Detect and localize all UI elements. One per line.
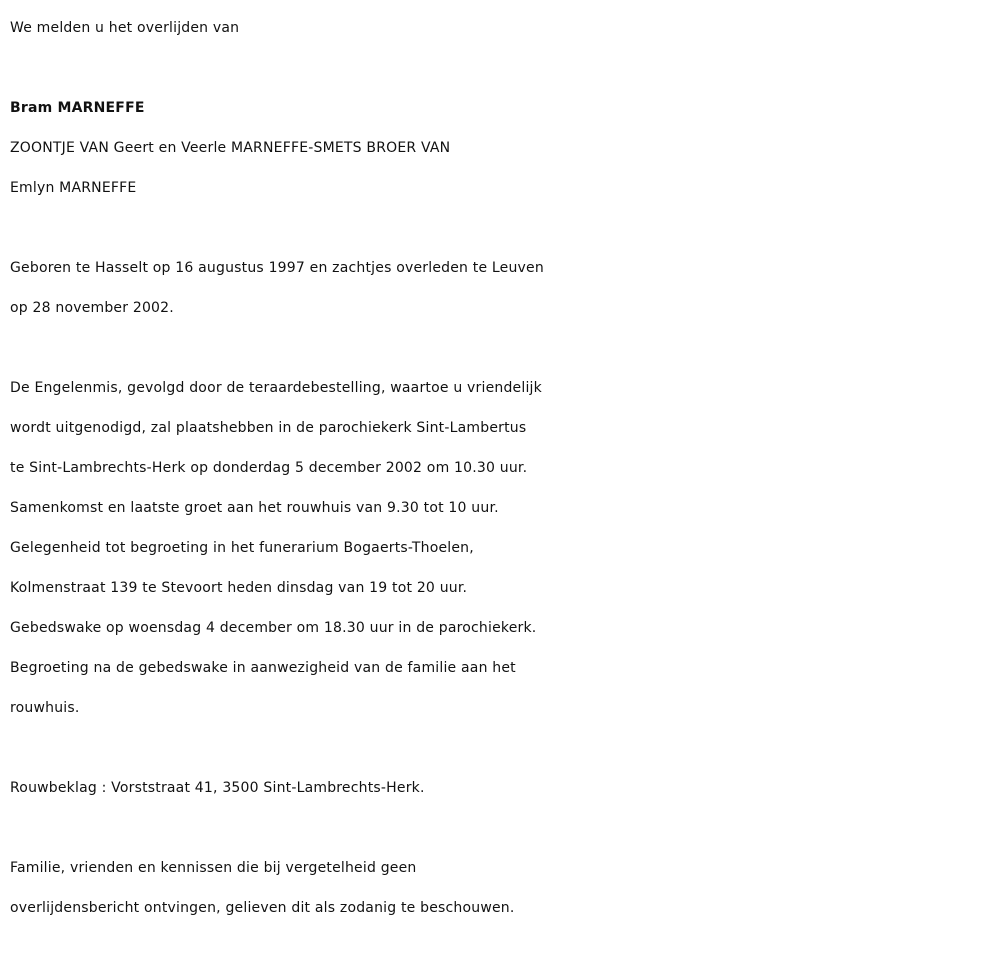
relation-line-2: Emlyn MARNEFFE bbox=[10, 180, 137, 196]
ceremony-line-7: Gebedswake op woensdag 4 december om 18.30 uur in de parochiekerk. bbox=[10, 620, 537, 636]
spacer bbox=[10, 728, 995, 768]
closing-line-1: Familie, vrienden en kennissen die bij vergetelheid geen bbox=[10, 860, 417, 876]
deceased-name: Bram MARNEFFE bbox=[10, 100, 145, 116]
ceremony-line-2: wordt uitgenodigd, zal plaatshebben in de parochiekerk Sint-Lambertus bbox=[10, 420, 527, 436]
ceremony-line-5: Gelegenheid tot begroeting in het funerarium Bogaerts-Thoelen, bbox=[10, 540, 474, 556]
ceremony-line-6: Kolmenstraat 139 te Stevoort heden dinsdag van 19 tot 20 uur. bbox=[10, 580, 468, 596]
spacer bbox=[10, 808, 995, 848]
death-notice bbox=[10, 8, 995, 928]
closing-line-2: overlijdensbericht ontvingen, gelieven dit als zodanig te beschouwen. bbox=[10, 900, 515, 916]
spacer bbox=[10, 328, 995, 368]
relation-line-1: ZOONTJE VAN Geert en Veerle MARNEFFE-SMETS BROER VAN bbox=[10, 140, 451, 156]
spacer bbox=[10, 208, 995, 248]
ceremony-line-9: rouwhuis. bbox=[10, 700, 80, 716]
birth-death-line-2: op 28 november 2002. bbox=[10, 300, 174, 316]
ceremony-line-4: Samenkomst en laatste groet aan het rouwhuis van 9.30 tot 10 uur. bbox=[10, 500, 499, 516]
intro-text: We melden u het overlijden van bbox=[10, 20, 240, 36]
condolence-address: Rouwbeklag : Vorststraat 41, 3500 Sint-Lambrechts-Herk. bbox=[10, 780, 425, 796]
ceremony-line-1: De Engelenmis, gevolgd door de teraardebestelling, waartoe u vriendelijk bbox=[10, 380, 542, 396]
birth-death-line-1: Geboren te Hasselt op 16 augustus 1997 en zachtjes overleden te Leuven bbox=[10, 260, 544, 276]
spacer bbox=[10, 48, 995, 88]
ceremony-line-3: te Sint-Lambrechts-Herk op donderdag 5 december 2002 om 10.30 uur. bbox=[10, 460, 528, 476]
ceremony-line-8: Begroeting na de gebedswake in aanwezigheid van de familie aan het bbox=[10, 660, 516, 676]
